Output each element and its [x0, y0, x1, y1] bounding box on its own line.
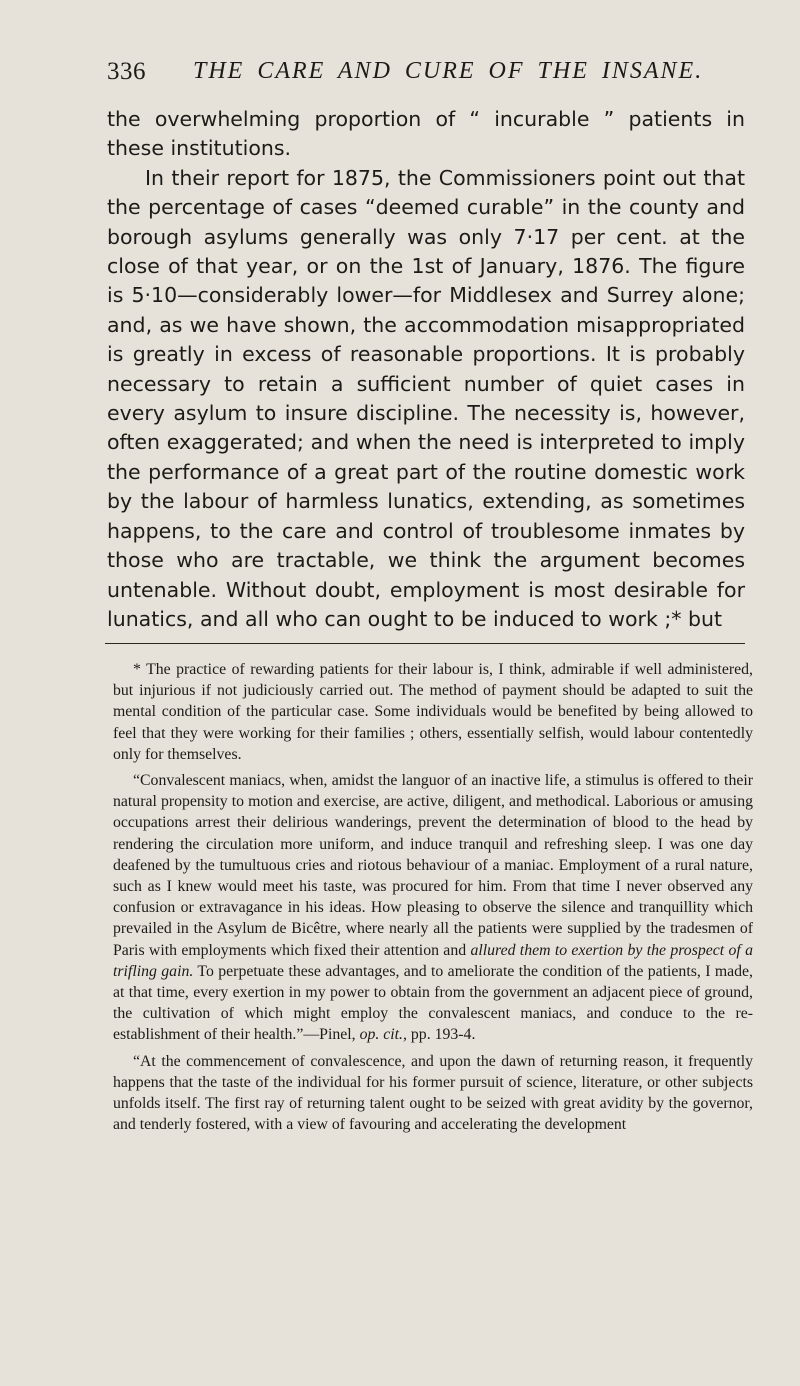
main-text — [107, 105, 745, 634]
footnote-convalescence: “At the commencement of convalescence, and upon the dawn of returning reason, it frequently happens that the taste of the individual for his former pursuit of science, literature, or other subjects unfolds itself. The first ray of returning talent ought to be seized with great avidity by the governor, and tenderly fostered, with a view of favouring and accelerating the development — [113, 1052, 753, 1134]
paragraph-continuation: the overwhelming proportion of “ incurable ” patients in these institutions. — [107, 107, 745, 161]
footnotes — [113, 659, 753, 1135]
citation-op-cit: op. cit., — [359, 1026, 407, 1044]
citation-pages: pp. 193-4. — [406, 1026, 476, 1044]
paragraph-commissioners-report: In their report for 1875, the Commissioners point out that the percentage of cases “deemed curable” in the county and borough asylums generally was only 7·17 per cent. at the close of that year, or on the 1st of January, 1876. The figure is 5·10—considerably lower—for Middlesex and Surrey alone; and, as we have shown, the accommodation misappropriated is greatly in excess of reasonable proportions. It is probably necessary to retain a sufficient number of quiet cases in every asylum to insure discipline. The necessity is, however, often exaggerated; and when the need is interpreted to imply the performance of a great part of the routine domestic work by the labour of harmless lunatics, extending, as sometimes happens, to the care and control of troublesome inmates by those who are tractable, we think the argument becomes untenable. Without doubt, employment is most desirable for lunatics, and all who can ought to be induced to work ;* but — [107, 165, 745, 631]
pinel-quote-text: “Convalescent maniacs, when, amidst the languor of an inactive life, a stimulus is offered to their natural propensity to motion and exercise, are active, diligent, and methodical. Laborious or amusing occupations arrest their delirious wanderings, prevent the determination of blood to the head by rendering the circulation more uniform, and induce tranquil and refreshing sleep. I was one day deafened by the tumultuous cries and riotous behaviour of a maniac. Employment of a rural nature, such as I knew would meet his taste, was procured for him. From that time I never observed any confusion or extravagance in his ideas. How pleasing to observe the silence and tranquillity which prevailed in the Asylum de Bicêtre, where nearly all the patients were supplied by the tradesmen of Paris with employments which fixed their attention and — [113, 772, 753, 959]
pinel-quote-italic: allured them to exertion by the prospect of a trifling gain. — [113, 941, 753, 980]
footnote-rewarding-labour: * The practice of rewarding patients for their labour is, I think, admirable if well administered, but injurious if not judiciously carried out. The method of payment should be adapted to suit the mental condition of the particular case. Some individuals would be benefited by being allowed to feel that they were working for their families ; others, essentially selfish, would labour contentedly only for themselves. — [113, 661, 753, 763]
pinel-quote-text-continued: To perpetuate these advantages, and to ameliorate the condition of the patients, I made, at that time, every exertion in my power to obtain from the government an adjacent piece of ground, the cultivation of which might employ the convalescent maniacs, and conduce to the re-establishment of their health.”—Pinel, — [113, 962, 754, 1044]
running-title: THE CARE AND CURE OF THE INSANE. — [193, 58, 704, 84]
page-number: 336 — [107, 58, 146, 85]
footnote-pinel-quote — [113, 770, 753, 1046]
footnote-divider — [105, 643, 745, 644]
page-header — [107, 58, 757, 92]
